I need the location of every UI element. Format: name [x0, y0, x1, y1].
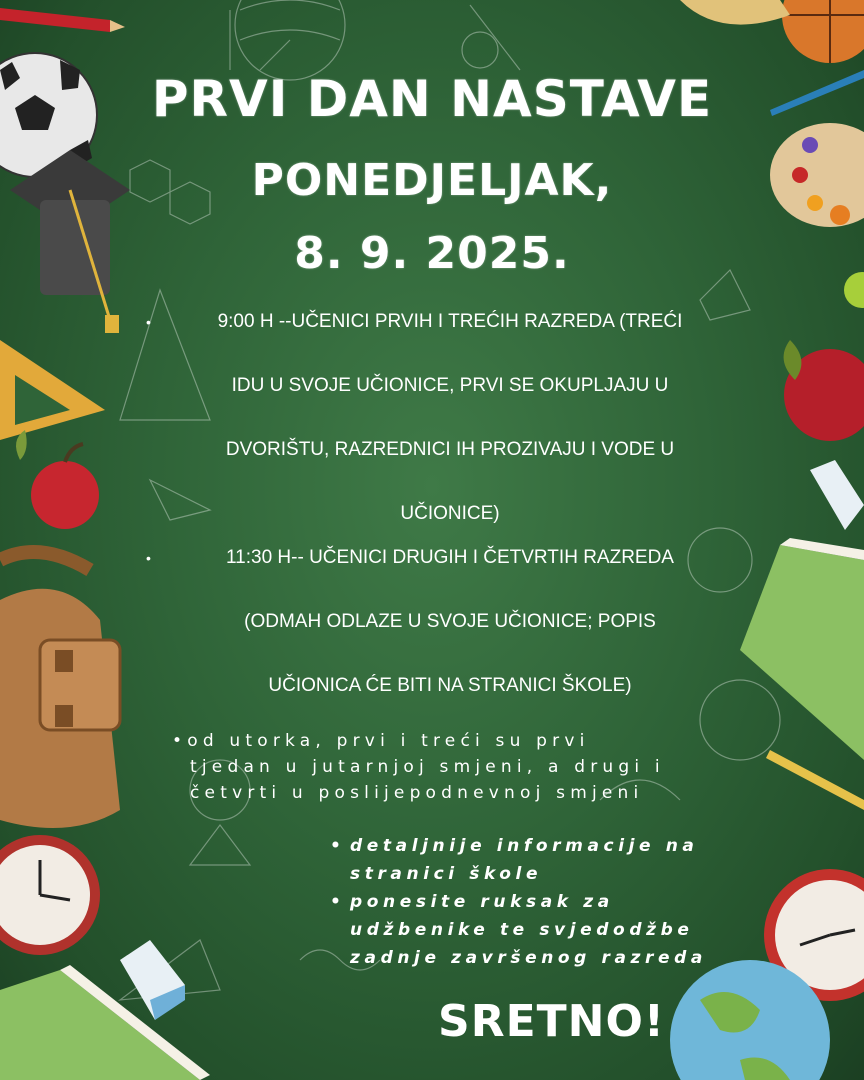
- ruler-triangle-icon: [0, 340, 105, 440]
- note-text: zadnje završenog razreda: [350, 948, 707, 968]
- bullet-icon: •: [330, 892, 346, 912]
- shift-note: [172, 728, 752, 806]
- note-text: detaljnije informacije na: [350, 836, 699, 856]
- schedule-item-first: [146, 290, 750, 546]
- title-weekday: PONEDJELJAK,: [251, 155, 613, 206]
- note-item: [330, 832, 750, 888]
- note-text: ponesite ruksak za: [350, 892, 614, 912]
- bullet-icon: •: [146, 550, 151, 566]
- bullet-icon: •: [172, 731, 188, 751]
- schedule-line: [146, 290, 750, 354]
- eraser-icon: [810, 460, 864, 530]
- title-date: 8. 9. 2025.: [294, 228, 570, 279]
- note-text: udžbenike te svjedodžbe: [350, 920, 694, 940]
- basketball-icon: [782, 0, 864, 63]
- book-icon: [740, 538, 864, 760]
- bullet-icon: •: [146, 314, 151, 330]
- schedule-item-second: [146, 526, 750, 718]
- schedule-text: (ODMAH ODLAZE U SVOJE UČIONICE; POPIS: [244, 611, 656, 632]
- schedule-text: DVORIŠTU, RAZREDNICI IH PROZIVAJU I VODE U: [225, 439, 675, 460]
- schedule-line: [146, 526, 750, 590]
- shift-note-line: [172, 728, 752, 754]
- schedule-text: UČIONICE): [400, 503, 500, 524]
- page-title: PRVI DAN NASTAVE: [151, 70, 713, 128]
- schedule-text: UČIONICA ĆE BITI NA STRANICI ŠKOLE): [268, 675, 632, 696]
- alarm-clock-icon: [0, 835, 100, 955]
- apple-icon: [784, 340, 864, 441]
- shift-note-text: od utorka, prvi i treći su prvi: [187, 731, 590, 751]
- schedule-text: IDU U SVOJE UČIONICE, PRVI SE OKUPLJAJU U: [231, 375, 669, 396]
- bullet-icon: •: [330, 836, 346, 856]
- closing-text: SRETNO!: [438, 996, 665, 1047]
- schedule-text: 9:00 H --UČENICI PRVIH I TREĆIH RAZREDA (TREĆI: [217, 311, 683, 332]
- schedule-text: 11:30 H-- UČENICI DRUGIH I ČETVRTIH RAZREDA: [226, 547, 674, 568]
- schedule-line: [150, 354, 750, 418]
- backpack-icon: [0, 552, 120, 828]
- note-item: [330, 888, 750, 972]
- notes-list: [330, 832, 750, 972]
- note-text: stranici škole: [350, 864, 543, 884]
- eraser-icon: [120, 940, 185, 1020]
- shift-note-line: [172, 754, 752, 780]
- schedule-line: [150, 590, 750, 654]
- schedule-line: [150, 418, 750, 482]
- apple-icon: [16, 430, 99, 529]
- shift-note-text: tjedan u jutarnjoj smjeni, a drugi i: [190, 757, 665, 777]
- schedule-line: [150, 654, 750, 718]
- pencil-icon: [0, 8, 125, 32]
- shift-note-line: [172, 780, 752, 806]
- shift-note-text: četvrti u poslijepodnevnoj smjeni: [190, 783, 644, 803]
